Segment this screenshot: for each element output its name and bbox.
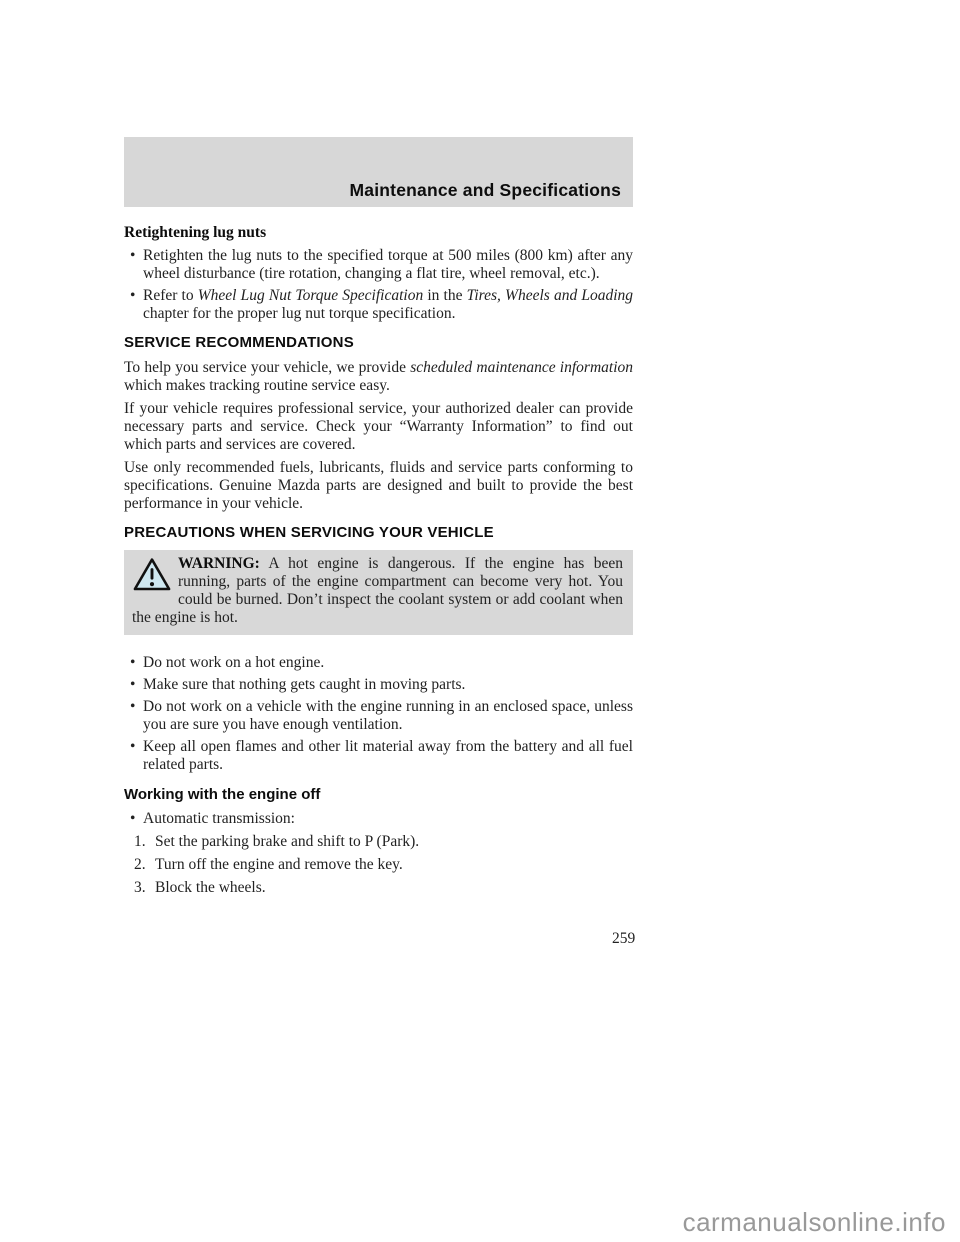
step-number: 2. <box>134 856 146 873</box>
heading-precautions: PRECAUTIONS WHEN SERVICING YOUR VEHICLE <box>124 524 494 541</box>
bullet-text-part: chapter for the proper lug nut torque specification. <box>143 305 456 322</box>
bullet-text: Make sure that nothing gets caught in moving parts. <box>143 676 466 693</box>
step-number: 3. <box>134 879 146 896</box>
paragraph-part: To help you service your vehicle, we provide <box>124 359 411 376</box>
list-item <box>124 247 633 283</box>
bullet-text: Keep all open flames and other lit material away from the battery and all fuel related parts. <box>143 738 633 773</box>
header-banner <box>124 137 633 207</box>
bullet-icon: • <box>130 287 136 304</box>
warning-label: WARNING: <box>178 555 260 572</box>
content-column <box>124 137 633 897</box>
bullet-icon: • <box>130 654 136 671</box>
list-item <box>124 698 633 734</box>
bullet-text-part: Refer to <box>143 287 198 304</box>
step-text: Set the parking brake and shift to P (Park). <box>155 833 420 850</box>
numbered-steps <box>124 833 633 897</box>
bullet-icon: • <box>130 247 136 264</box>
paragraph: Use only recommended fuels, lubricants, fluids and service parts conforming to specifications. Genuine Mazda parts are designed and built to provide the best performance in your vehicle. <box>124 459 633 512</box>
bullet-text: Do not work on a vehicle with the engine running in an enclosed space, unless you are sure you have enough ventilation. <box>143 698 633 733</box>
step-item <box>124 879 633 897</box>
list-item <box>124 738 633 774</box>
step-text: Block the wheels. <box>155 879 266 896</box>
step-item <box>124 856 633 874</box>
list-item <box>124 810 633 828</box>
list-item <box>124 676 633 694</box>
italic-reference: Tires, Wheels and Loading <box>466 287 633 304</box>
bullet-text: Retighten the lug nuts to the specified torque at 500 miles (800 km) after any wheel disturbance (tire rotation, changing a flat tire, wheel removal, etc.). <box>143 247 633 282</box>
page-title: Maintenance and Specifications <box>349 180 621 200</box>
step-item <box>124 833 633 851</box>
bullet-icon: • <box>130 738 136 755</box>
bullet-text <box>143 287 633 323</box>
heading-retightening-lug-nuts: Retightening lug nuts <box>124 224 267 241</box>
warning-triangle-icon <box>132 557 172 592</box>
bullet-icon: • <box>130 698 136 715</box>
watermark: carmanualsonline.info <box>682 1207 946 1237</box>
bullet-text-part: in the <box>423 287 467 304</box>
warning-box <box>124 550 633 635</box>
paragraph-part: which makes tracking routine service easy. <box>124 377 390 394</box>
paragraph: If your vehicle requires professional service, your authorized dealer can provide necessary parts and service. Check your “Warranty Information” to find out which parts and services are covered. <box>124 400 633 453</box>
italic-reference: scheduled maintenance information <box>410 359 634 376</box>
list-item <box>124 287 633 323</box>
bullet-text: Automatic transmission: <box>143 810 295 827</box>
step-number: 1. <box>134 833 146 850</box>
list-item <box>124 654 633 672</box>
warning-text: A hot engine is dangerous. If the engine has been running, parts of the engine compartment can become very hot. You could be burned. Don’t inspect the coolant system or add coolant when the engine is hot. <box>132 555 623 626</box>
heading-service-recommendations: SERVICE RECOMMENDATIONS <box>124 334 354 351</box>
page-number: 259 <box>612 930 636 947</box>
bullet-text: Do not work on a hot engine. <box>143 654 325 671</box>
italic-reference: Wheel Lug Nut Torque Specification <box>197 287 424 304</box>
step-text: Turn off the engine and remove the key. <box>155 856 403 873</box>
heading-working-engine-off: Working with the engine off <box>124 786 321 803</box>
bullet-icon: • <box>130 676 136 693</box>
bullet-icon: • <box>130 810 136 827</box>
paragraph <box>124 359 633 395</box>
